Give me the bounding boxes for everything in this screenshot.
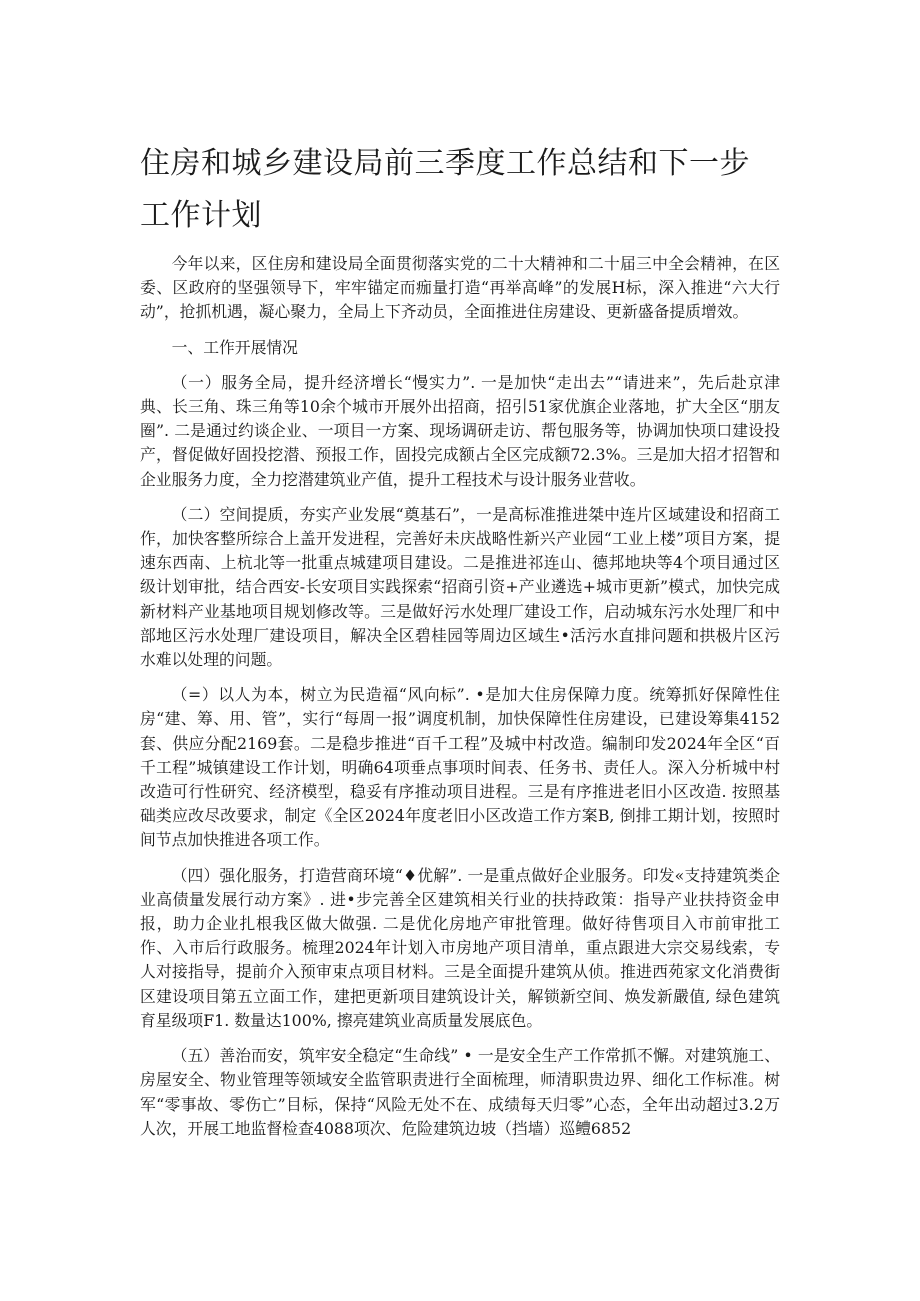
- paragraph-3: （=）以人为本，树立为民造福“风向标”. •是加大住房保障力度。统筹抓好保障性住房“建、筹、用、管”，实行“每周一报”调度机制，加快保障性住房建设，已建设筹集4152套、供应分配2169套。二是稳步推进“百千工程”及城中村改造。编制印发2024年全区“百千工程”城镇建设工作计划，明确64项垂点事项时间表、任务书、责任人。深入分析城中村改造可行性研究、经济模型，稳妥有序推动项目进程。三是有序推进老旧小区改造. 按照基础类应改尽改要求，制定《全区2024年度老旧小区改造工作方案B, 倒排工期计划，按照时间节点加快推进各项工作。: [140, 685, 780, 850]
- section-heading: 一、工作开展情况: [171, 337, 298, 357]
- paragraph-1: （一）服务全局，提升经济增长“慢实力”. 一是加快“走出去”“请进来”，先后赴京津典、长三角、珠三角等10余个城市开展外出招商，招引51家优旗企业落地，扩大全区“朋友圈”. 二是通过约谈企业、一项目一方案、现场调研走访、帮包服务等，协调加快项口建设投产，督促做好固投挖潜、预报工作，固投完成额占全区完成额72.3%。三是加大招才招智和企业服务力度，全力挖潜建筑业产值，提升工程技术与设计服务业营收。: [140, 372, 780, 489]
- document-title: 住房和城乡建设局前三季度工作总结和下一步工作计划: [140, 146, 750, 233]
- paragraph-5: （五）善治而安，筑牢安全稳定“生命线” • 一是安全生产工作常抓不懈。对建筑施工、房屋安全、物业管理等领域安全监管职责进行全面梳理，师清职贵边界、细化工作标准。树军“零事故、零伤亡”目标，保持“风险无处不在、成绩每天归零”心态，全年出动超过3.2万人次，开展工地监督检查4088项次、危险建筑边坡（挡墙）巡鳢6852: [140, 1046, 780, 1138]
- paragraph-4: （四）强化服务，打造营商环境“♦优解”. 一是重点做好企业服务。印发«支持建筑类企业高债量发展行动方案》. 进•步完善全区建筑相关行业的扶持政策：指导产业扶持资金申报，助力企业扎根我区做大做强. 二是优化房地产审批管理。做好待售项目入市前审批工作、入市后行政服务。梳理2024年计划入市房地产项目清单，重点跟进大宗交易线索，专人对接指导，提前介入预审束点项目材料。三是全面提升建筑从侦。推进西苑家文化消费街区建设项目第五立面工作，建把更新项目建筑设计关，解锁新空间、焕发新嚴值, 绿色建筑育星级项F1. 数量达100%, 擦亮建筑业高质量发展底色。: [140, 865, 780, 1030]
- paragraph-2: （二）空间提质，夯实产业发展“奠基石”，一是高标准推进桀中连片区域建设和招商工作，加快客整所综合上盖开发进程，完善好未庆战略性新兴产业园“工业上楼”项目方案，提速东西南、上杭北等一批重点城建项目建设。二是推进祁连山、德邦地块等4个项目通过区级计划审批，结合西安-长安项目实践探索“招商引资+产业遴选+城市更新”模式，加快完成新材料产业基地项目规划修改等。三是做好污水处理厂建设工作，启动城东污水处理厂和中部地区污水处理厂建设项目，解决全区碧桂园等周边区域生•活污水直排问题和拱极片区污水难以处理的问题。: [140, 504, 780, 670]
- document-body: [140, 252, 780, 1152]
- intro-paragraph: 今年以来，区住房和建设局全面贯彻落实党的二十大精神和二十届三中全会精神，在区委、区政府的坚强领导下，牢牢锚定而痂量打造“再举高峰”的发展H标，深入推进“六大行动”，抢抓机遇，凝心聚力，全局上下齐动员，全面推进住房建设、更新盛备提质增效。: [140, 254, 780, 322]
